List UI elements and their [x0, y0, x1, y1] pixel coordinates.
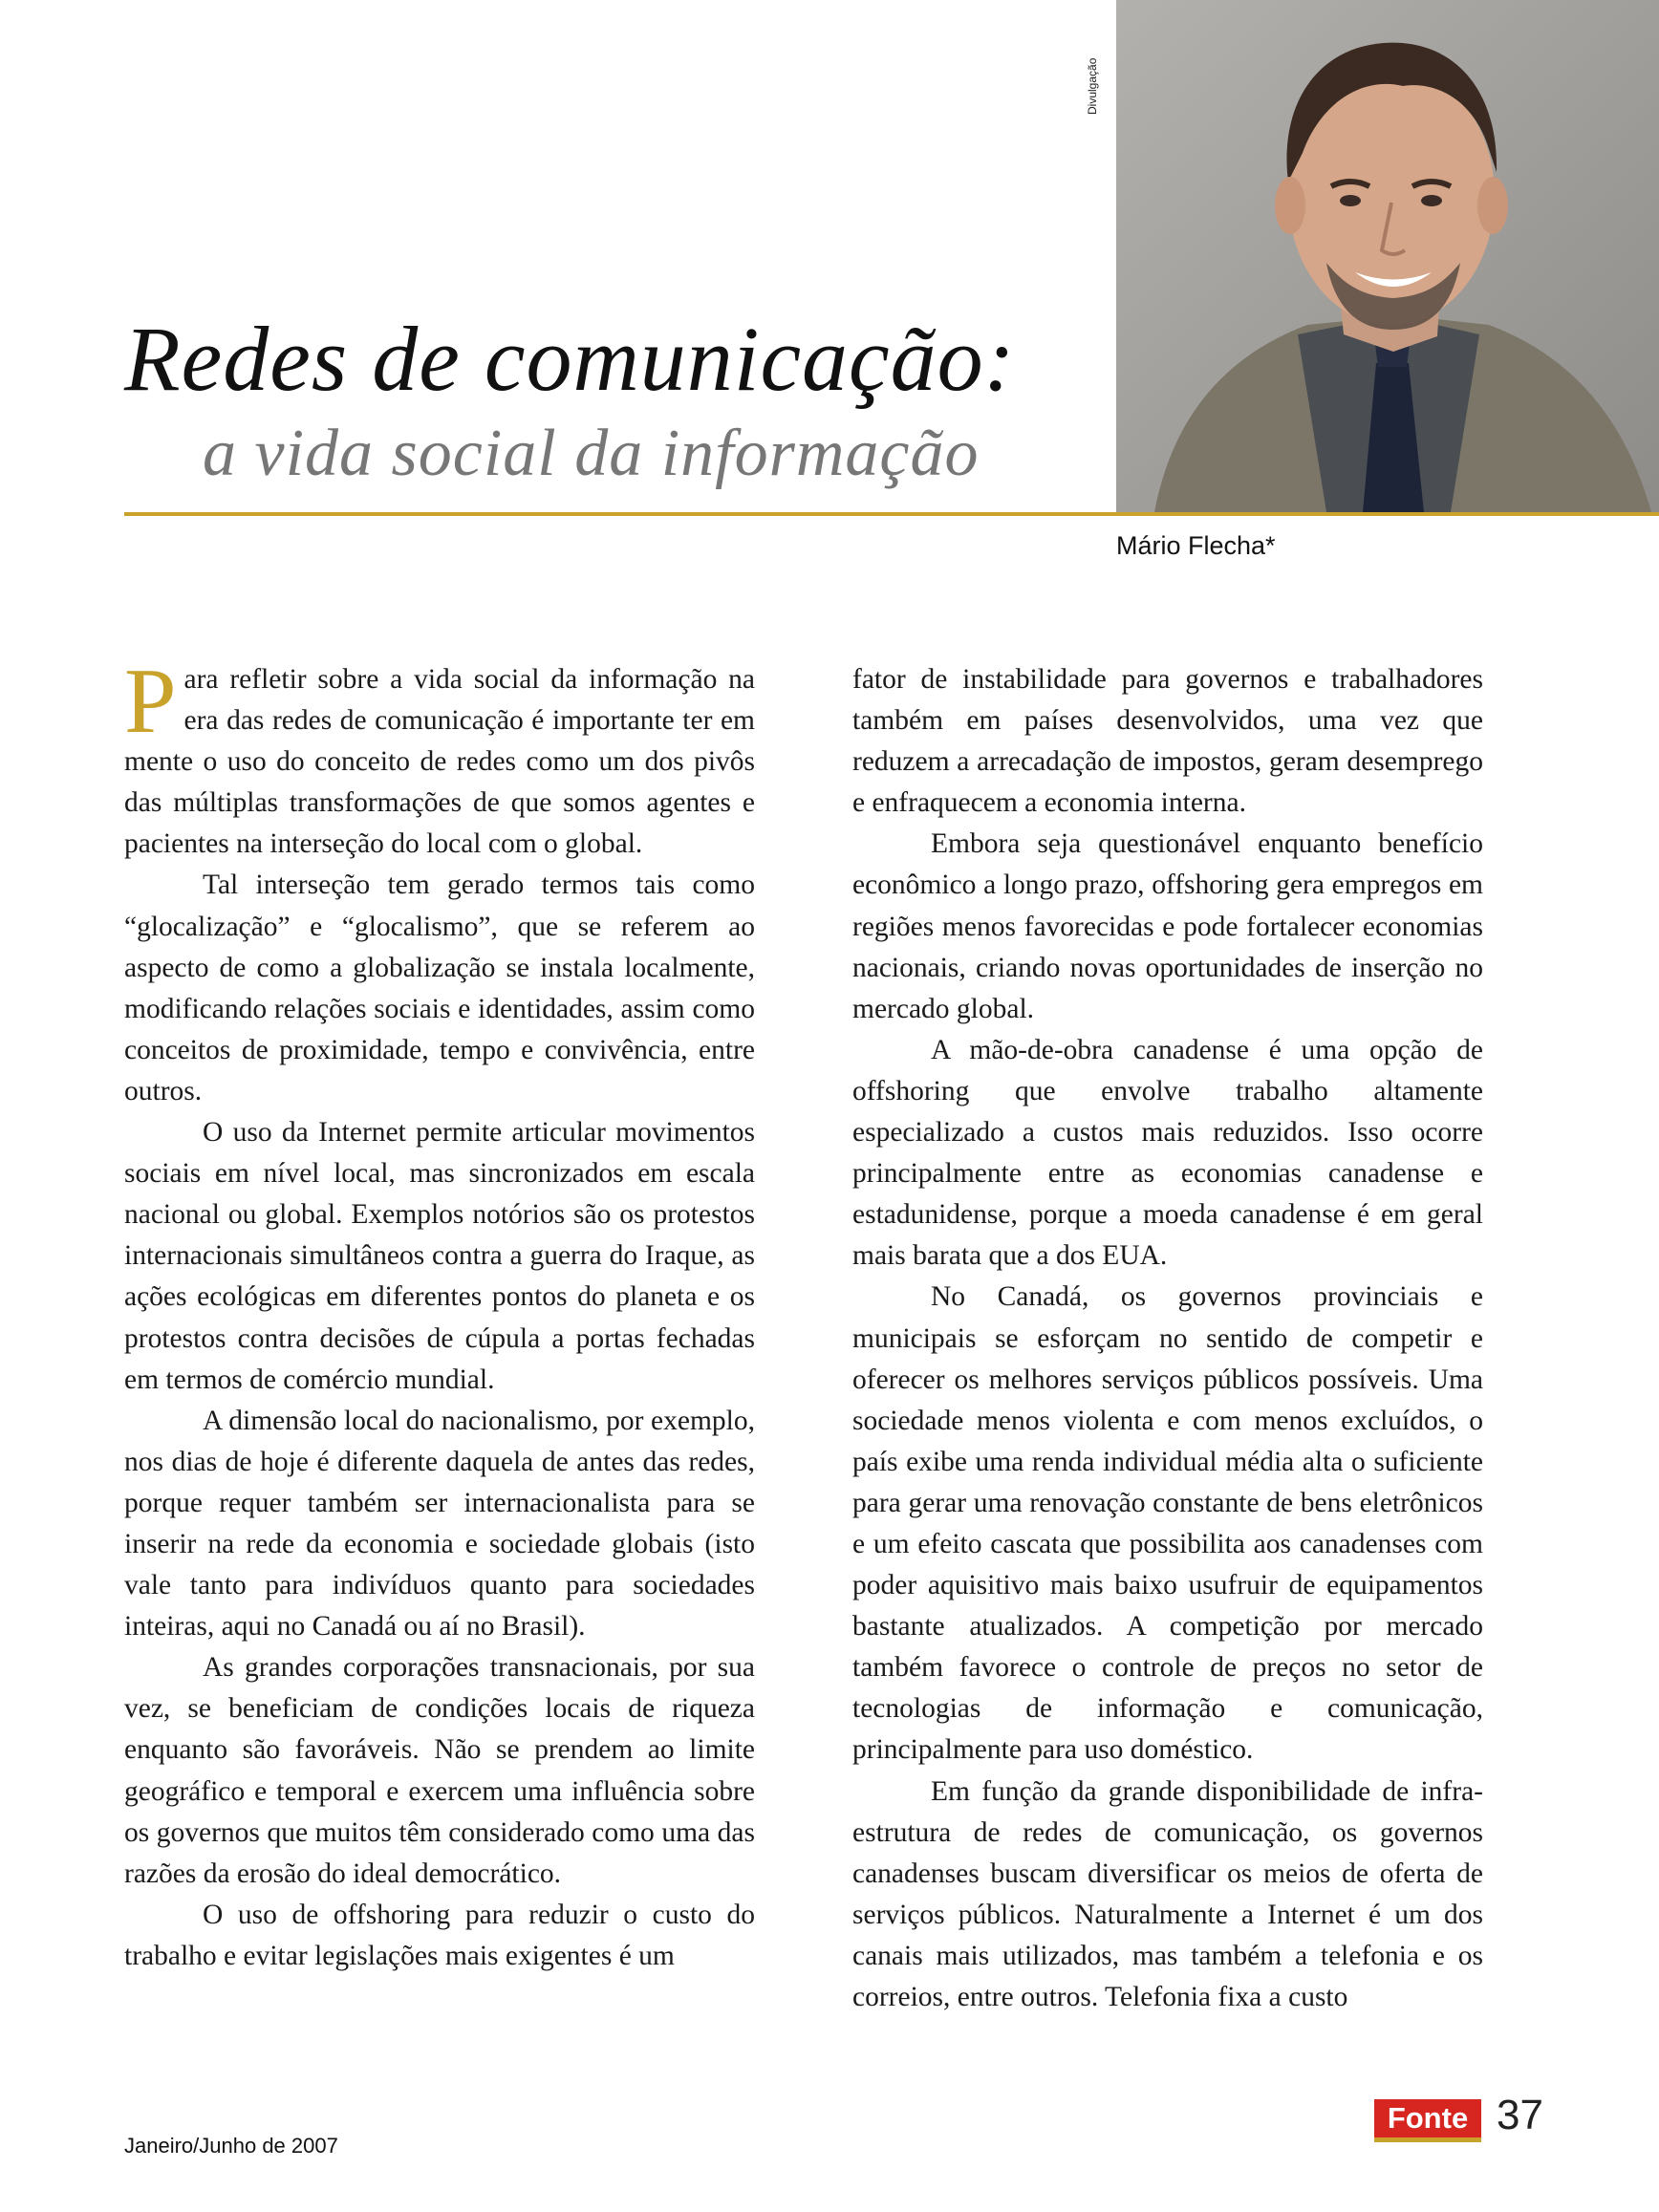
- paragraph: A mão-de-obra canadense é uma opção de offshoring que envolve trabalho altamente especializado a custos mais reduzidos. Isso ocorre principalmente entre as economias canadense e estadunidense, porque a moeda canadense é em geral mais barata que a dos EUA.: [852, 1034, 1483, 1272]
- article-title: Redes de comunicação:: [124, 308, 1016, 410]
- paragraph: Em função da grande disponibilidade de infra-estrutura de redes de comunicação, os governos canadenses buscam diversificar os meios de oferta de serviços públicos. Naturalmente a Internet é um dos canais mais utilizados, mas também a telefonia e os correios, entre outros. Telefonia fixa a custo: [852, 1775, 1483, 2012]
- author-photo: [1116, 0, 1659, 512]
- page-number: 37: [1497, 2092, 1543, 2138]
- drop-cap: P: [124, 650, 177, 753]
- paragraph: Embora seja questionável enquanto benefício econômico a longo prazo, offshoring gera empregos em regiões menos favorecidas e pode fortalecer economias nacionais, criando novas oportunidades de inserção no mercado global.: [852, 828, 1483, 1024]
- article-subtitle: a vida social da informação: [203, 417, 980, 490]
- paragraph: O uso de offshoring para reduzir o custo do trabalho e evitar legislações mais exigentes é um: [124, 1899, 755, 1971]
- article-column-right: [852, 659, 1483, 2018]
- paragraph: O uso da Internet permite articular movimentos sociais em nível local, mas sincronizados em escala nacional ou global. Exemplos notórios são os protestos internacionais simultâneos contra a guerra do Iraque, as ações ecológicas em diferentes pontos do planeta e os protestos contra decisões de cúpula a portas fechadas em termos de comércio mundial.: [124, 1117, 755, 1395]
- paragraph: fator de instabilidade para governos e trabalhadores também em países desenvolvidos, uma vez que reduzem a arrecadação de impostos, geram desemprego e enfraquecem a economia interna.: [852, 664, 1483, 819]
- paragraph: Tal interseção tem gerado termos tais como “glocalização” e “glocalismo”, que se referem ao aspecto de como a globalização se instala localmente, modificando relações sociais e identidades, assim como conceitos de proximidade, tempo e convivência, entre outros.: [124, 870, 755, 1106]
- author-portrait-illustration: [1116, 0, 1659, 512]
- paragraph: [124, 650, 755, 865]
- paragraph: No Canadá, os governos provinciais e municipais se esforçam no sentido de competir e oferecer os melhores serviços públicos possíveis. Uma sociedade menos violenta e com menos excluídos, o país exibe uma renda individual média alta o suficiente para gerar uma renovação constante de bens eletrônicos e um efeito cascata que possibilita aos canadenses com poder aquisitivo mais baixo usufruir de equipamentos bastante atualizados. A competição por mercado também favorece o controle de preços no setor de tecnologias de informação e comunicação, principalmente para uso doméstico.: [852, 1281, 1483, 1766]
- issue-date: Janeiro/Junho de 2007: [124, 2134, 338, 2158]
- paragraph: As grandes corporações transnacionais, por sua vez, se beneficiam de condições locais de riqueza enquanto são favoráveis. Não se prendem ao limite geográfico e temporal e exercem uma influência sobre os governos que muitos têm considerado como uma das razões da erosão do ideal democrático.: [124, 1652, 755, 1889]
- paragraph-text: ara refletir sobre a vida social da informação na era das redes de comunicação é importante ter em mente o uso do conceito de redes como um dos pivôs das múltiplas transformações de que somos agentes e pacientes na interseção do local com o global.: [124, 664, 755, 860]
- magazine-logo: Fonte: [1374, 2099, 1481, 2142]
- author-name: Mário Flecha*: [1116, 531, 1276, 560]
- photo-credit: Divulgação: [1086, 57, 1099, 115]
- article-column-left: [124, 650, 755, 1977]
- title-rule: [124, 512, 1659, 516]
- paragraph: A dimensão local do nacionalismo, por exemplo, nos dias de hoje é diferente daquela de antes das redes, porque requer também ser internacionalista para se inserir na rede da economia e sociedade globais (isto vale tanto para indivíduos quanto para sociedades inteiras, aqui no Canadá ou aí no Brasil).: [124, 1405, 755, 1643]
